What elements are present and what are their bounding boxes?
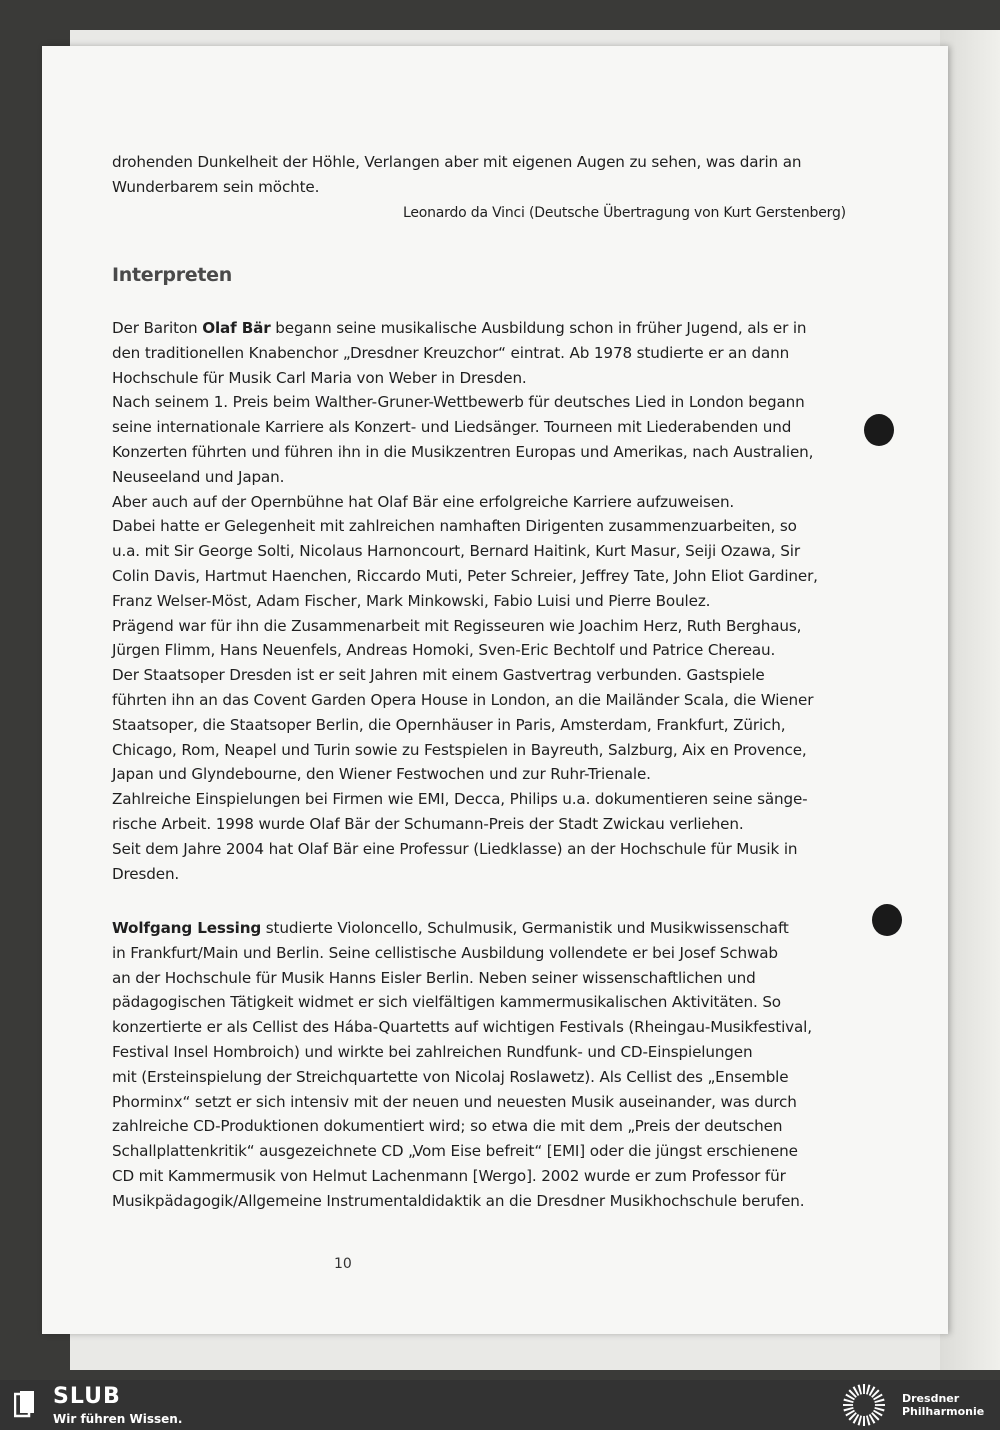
logo-ray	[843, 1404, 853, 1406]
bio-line: u.a. mit Sir George Solti, Nicolaus Harnoncourt, Bernard Haitink, Kurt Masur, Seiji Ozawa, Sir	[112, 542, 800, 561]
philharmonie-line1: Dresdner	[902, 1392, 960, 1405]
bio-line: Nach seinem 1. Preis beim Walther-Gruner-Wettbewerb für deutsches Lied in London begann	[112, 393, 805, 412]
logo-ray	[875, 1404, 885, 1406]
bio-line: seine internationale Karriere als Konzert- und Liedsänger. Tourneen mit Liederabenden und	[112, 418, 792, 437]
logo-ray	[863, 1416, 865, 1426]
bio-line: Dabei hatte er Gelegenheit mit zahlreichen namhaften Dirigenten zusammenzuarbeiten, so	[112, 517, 797, 536]
bio-line: Neuseeland und Japan.	[112, 467, 285, 486]
page-number: 10	[334, 1256, 352, 1272]
logo-ray	[874, 1399, 884, 1403]
logo-ray	[843, 1399, 853, 1403]
quote-line: Wunderbarem sein möchte.	[112, 177, 320, 196]
quote-attribution: Leonardo da Vinci (Deutsche Übertragung von Kurt Gerstenberg)	[403, 205, 846, 221]
bio-line: zahlreiche CD-Produktionen dokumentiert wird; so etwa die mit dem „Preis der deutschen	[112, 1117, 783, 1136]
bio-line: CD mit Kammermusik von Helmut Lachenmann [Wergo]. 2002 wurde er zum Professor für	[112, 1166, 786, 1185]
bio-line: Japan und Glyndebourne, den Wiener Festwochen und zur Ruhr-Trienale.	[112, 765, 651, 784]
bio-line-rest: begann seine musikalische Ausbildung schon in früher Jugend, als er in	[270, 319, 807, 337]
bio-line: Prägend war für ihn die Zusammenarbeit mit Regisseuren wie Joachim Herz, Ruth Berghaus,	[112, 616, 802, 635]
bio-line: Chicago, Rom, Neapel und Turin sowie zu Festspielen in Bayreuth, Salzburg, Aix en Provence,	[112, 740, 807, 759]
bio-line: Aber auch auf der Opernbühne hat Olaf Bär eine erfolgreiche Karriere aufzuweisen.	[112, 492, 735, 511]
logo-ray	[858, 1384, 862, 1394]
bio-line: Colin Davis, Hartmut Haenchen, Riccardo Muti, Peter Schreier, Jeffrey Tate, John Eliot Gardiner,	[112, 566, 818, 585]
section-heading: Interpreten	[112, 264, 232, 286]
bio-line: in Frankfurt/Main und Berlin. Seine cellistische Ausbildung vollendete er bei Josef Schwab	[112, 943, 778, 962]
bio-line: rische Arbeit. 1998 wurde Olaf Bär der Schumann-Preis der Stadt Zwickau verliehen.	[112, 814, 744, 833]
slub-title: SLUB	[53, 1384, 121, 1409]
punch-hole	[864, 414, 894, 446]
bio-line: pädagogischen Tätigkeit widmet er sich vielfältigen kammermusikalischen Aktivitäten. So	[112, 993, 781, 1012]
bio-line-prefix: Der Bariton	[112, 319, 203, 337]
logo-ray	[874, 1407, 884, 1411]
bio-olaf-baer	[112, 316, 872, 886]
bio-line: Phorminx“ setzt er sich intensiv mit der neuen und neuesten Musik auseinander, was durch	[112, 1092, 797, 1111]
document-page	[42, 46, 948, 1334]
slub-subtitle: Wir führen Wissen.	[53, 1412, 183, 1426]
bio-line: mit (Ersteinspielung der Streichquartette von Nicolaj Roslawetz). Als Cellist des „Ensemble	[112, 1067, 789, 1086]
philharmonie-line2: Philharmonie	[902, 1405, 985, 1418]
bio-line: den traditionellen Knabenchor „Dresdner Kreuzchor“ eintrat. Ab 1978 studierte er an dann	[112, 343, 790, 362]
performer-name: Olaf Bär	[202, 319, 271, 337]
logo-ray	[843, 1407, 853, 1411]
philharmonie-logo-icon	[842, 1383, 886, 1427]
bio-line: Musikpädagogik/Allgemeine Instrumentaldidaktik an die Dresdner Musikhochschule berufen.	[112, 1191, 805, 1210]
bio-line: Seit dem Jahre 2004 hat Olaf Bär eine Professur (Liedklasse) an der Hochschule für Musik in	[112, 839, 798, 858]
logo-ray	[858, 1415, 862, 1425]
bio-line	[112, 316, 872, 341]
bio-line: Festival Insel Hombroich) und wirkte bei zahlreichen Rundfunk- und CD-Einspielungen	[112, 1042, 753, 1061]
bio-line: Konzerten führten und führen ihn in die Musikzentren Europas und Amerikas, nach Australien,	[112, 442, 814, 461]
footer-bar	[0, 1380, 1000, 1430]
bio-line-rest: studierte Violoncello, Schulmusik, Germanistik und Musikwissenschaft	[261, 919, 789, 937]
bio-line: führten ihn an das Covent Garden Opera House in London, an die Mailänder Scala, die Wiener	[112, 690, 814, 709]
quote-line: drohenden Dunkelheit der Höhle, Verlangen aber mit eigenen Augen zu sehen, was darin an	[112, 153, 802, 171]
logo-ray	[866, 1384, 870, 1394]
bio-line	[112, 916, 872, 941]
bio-line: Hochschule für Musik Carl Maria von Weber in Dresden.	[112, 368, 527, 387]
bio-line: Der Staatsoper Dresden ist er seit Jahren mit einem Gastvertrag verbunden. Gastspiele	[112, 666, 765, 685]
philharmonie-wordmark	[902, 1392, 984, 1418]
bio-line: Dresden.	[112, 864, 180, 883]
logo-ray	[863, 1384, 865, 1394]
bio-wolfgang-lessing	[112, 916, 872, 1214]
bio-line: Jürgen Flimm, Hans Neuenfels, Andreas Homoki, Sven-Eric Bechtolf und Patrice Chereau.	[112, 641, 776, 660]
punch-hole	[872, 904, 902, 936]
bio-line: konzertierte er als Cellist des Hába-Quartetts auf wichtigen Festivals (Rheingau-Musikfestival,	[112, 1018, 812, 1037]
bio-line: Zahlreiche Einspielungen bei Firmen wie EMI, Decca, Philips u.a. dokumentieren seine sänge-	[112, 790, 808, 809]
bio-line: Schallplattenkritik“ ausgezeichnete CD „Vom Eise befreit“ [EMI] oder die jüngst erschienene	[112, 1142, 798, 1161]
bio-line: Staatsoper, die Staatsoper Berlin, die Opernhäuser in Paris, Amsterdam, Frankfurt, Zürich,	[112, 715, 786, 734]
performer-name: Wolfgang Lessing	[112, 919, 262, 937]
logo-ray	[866, 1415, 870, 1425]
quote-block	[112, 150, 872, 200]
bio-line: an der Hochschule für Musik Hanns Eisler Berlin. Neben seiner wissenschaftlichen und	[112, 968, 756, 987]
slub-logo-icon	[14, 1390, 36, 1418]
bio-line: Franz Welser-Möst, Adam Fischer, Mark Minkowski, Fabio Luisi und Pierre Boulez.	[112, 591, 711, 610]
